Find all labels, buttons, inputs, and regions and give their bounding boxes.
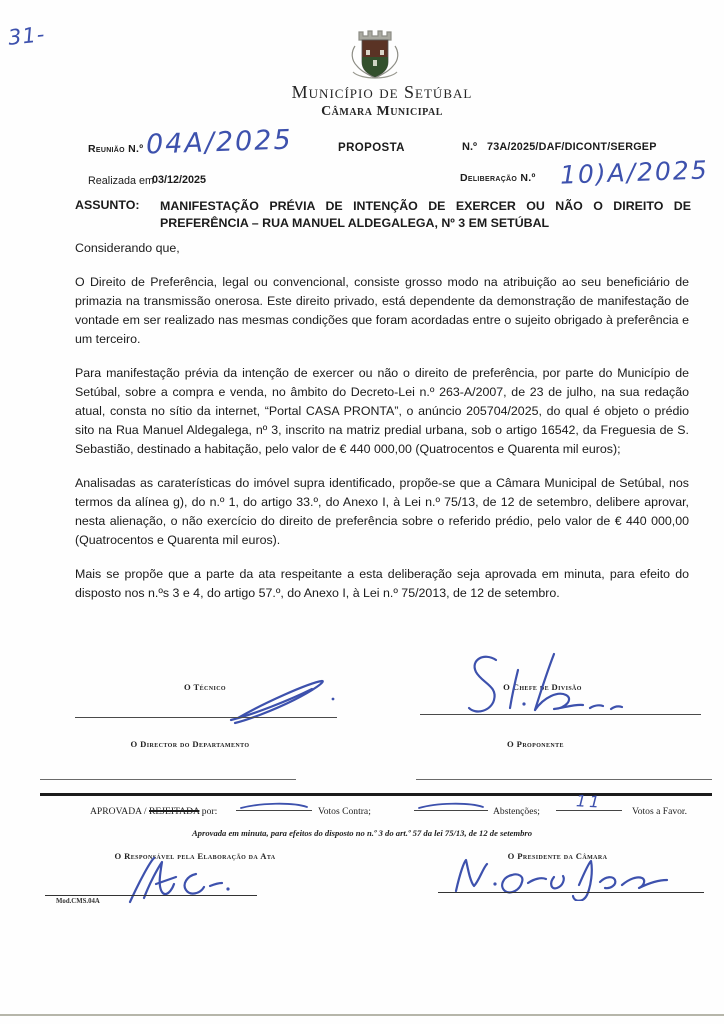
votos-contra-label: Votos Contra; (318, 806, 371, 817)
paragraph-proposta-deliberacao: Analisadas as caraterísticas do imóvel supra identificado, propõe-se que a Câmara Municipal de Setúbal, nos termos da alínea g), do n.º 1, do artigo 33.º, do Anexo I, à Lei n.º 75/13, de 12 de setembro, delibere aprovar, nesta alienação, o não exercício do direito de preferência sobre o referido prédio, pelo valor de € 440 000,00 (Quatrocentos e Quarenta mil euros). (75, 476, 689, 547)
form-model-reference: Mod.CMS.04A (56, 898, 100, 905)
handwritten-votos-favor-count: 11 (575, 791, 603, 812)
responsavel-ata-label: O Responsável pela Elaboração da Ata (114, 851, 276, 861)
handwritten-corner-number: 31- (6, 22, 47, 50)
proposta-number-value: 73A/2025/DAF/DICONT/SERGEP (487, 141, 657, 153)
municipal-coat-of-arms-icon (349, 26, 401, 86)
handwritten-deliberacao-number: 10)A/2025 (559, 155, 710, 190)
abstencoes-label: Abstenções; (493, 806, 540, 817)
proposta-number-label: N.º (462, 141, 478, 153)
handwritten-reuniao-number: 04A/2025 (145, 124, 294, 161)
paragraph-considerando: Considerando que, (75, 241, 180, 255)
scan-edge-artifact (0, 1014, 724, 1016)
diretor-signature-line (40, 779, 296, 780)
handwritten-dash-votos-contra (238, 800, 310, 812)
subject-text: MANIFESTAÇÃO PRÉVIA DE INTENÇÃO DE EXERCER OU NÃO O DIREITO DE PREFERÊNCIA – RUA MANUEL ALDEGALEGA, Nº 3 EM SETÚBAL (160, 199, 691, 230)
deliberacao-number-label: Deliberação N.º (460, 172, 536, 184)
reuniao-number-label: Reunião N.º (88, 143, 144, 155)
votos-favor-label: Votos a Favor. (632, 806, 687, 817)
minuta-note: Aprovada em minuta, para efeitos do disposto no n.º 3 do art.º 57 da lei 75/13, de 12 de setembro (191, 828, 533, 838)
presidente-signature-line (438, 892, 704, 893)
proponente-signature-line (416, 779, 712, 780)
responsavel-signature-line (45, 895, 257, 896)
document-body (75, 239, 689, 618)
handwritten-dash-abstencoes (416, 800, 486, 812)
chefe-divisao-label: O Chefe de Divisão (503, 682, 582, 692)
presidente-camara-label: O Presidente da Câmara (507, 851, 608, 861)
proponente-label: O Proponente (507, 739, 564, 749)
realizada-em-label: Realizada em (88, 175, 155, 187)
chefe-signature-line (420, 714, 701, 715)
chefe-divisao-signature (462, 650, 642, 727)
presidente-camara-signature (448, 853, 673, 906)
paragraph-direito-preferencia: O Direito de Preferência, legal ou convencional, consiste grosso modo na atribuição ao seu beneficiário de primazia na transmissão onerosa. Este direito privado, está dependente da demonstração de manifestação de vontade em ser realizado nas mesmas condições que foram acordadas entre o sujeito obrigado à preferência e um terceiro. (75, 275, 689, 346)
paragraph-casa-pronta: Para manifestação prévia da intenção de exercer ou não o direito de preferência, por parte do Município de Setúbal, sobre a compra e venda, no âmbito do Decreto-Lei n.º 263-A/2007, de 23 de julho, na sua redação atual, consta no sítio da internet, “Portal CASA PRONTA”, o anúncio 205704/2025, do qual é objeto o prédio sito na Rua Manuel Aldegalega, nº 3, inscrito na matriz predial urbana, sob o artigo 16542, da Freguesia de S. Sebastião, destinado a habitação, pelo valor de € 440 000,00 (Quatrocentos e Quarenta mil euros); (75, 366, 689, 456)
rejeitada-struck-text: REJEITADA (149, 806, 200, 817)
proposta-heading: PROPOSTA (338, 142, 405, 154)
tecnico-signature-line (75, 717, 337, 718)
council-subtitle: Câmara Municipal (321, 104, 443, 119)
municipality-title: Município de Setúbal (291, 82, 473, 102)
aprovada-rejeitada-label: APROVADA / REJEITADA por: (90, 806, 218, 817)
tecnico-signature (228, 678, 346, 731)
diretor-departamento-label: O Director do Departamento (130, 739, 250, 749)
section-divider-rule (40, 793, 712, 796)
meeting-date: 03/12/2025 (152, 174, 207, 186)
responsavel-ata-signature (108, 856, 253, 911)
tecnico-label: O Técnico (183, 682, 226, 692)
subject-label: ASSUNTO: (75, 198, 140, 212)
paragraph-aprovacao-minuta: Mais se propõe que a parte da ata respeitante a esta deliberação seja aprovada em minuta, para efeito do disposto nos n.ºs 3 e 4, do artigo 57.º, do Anexo I, à Lei n.º 75/2013, de 12 de setembro. (75, 567, 689, 600)
subject-block (75, 198, 691, 232)
